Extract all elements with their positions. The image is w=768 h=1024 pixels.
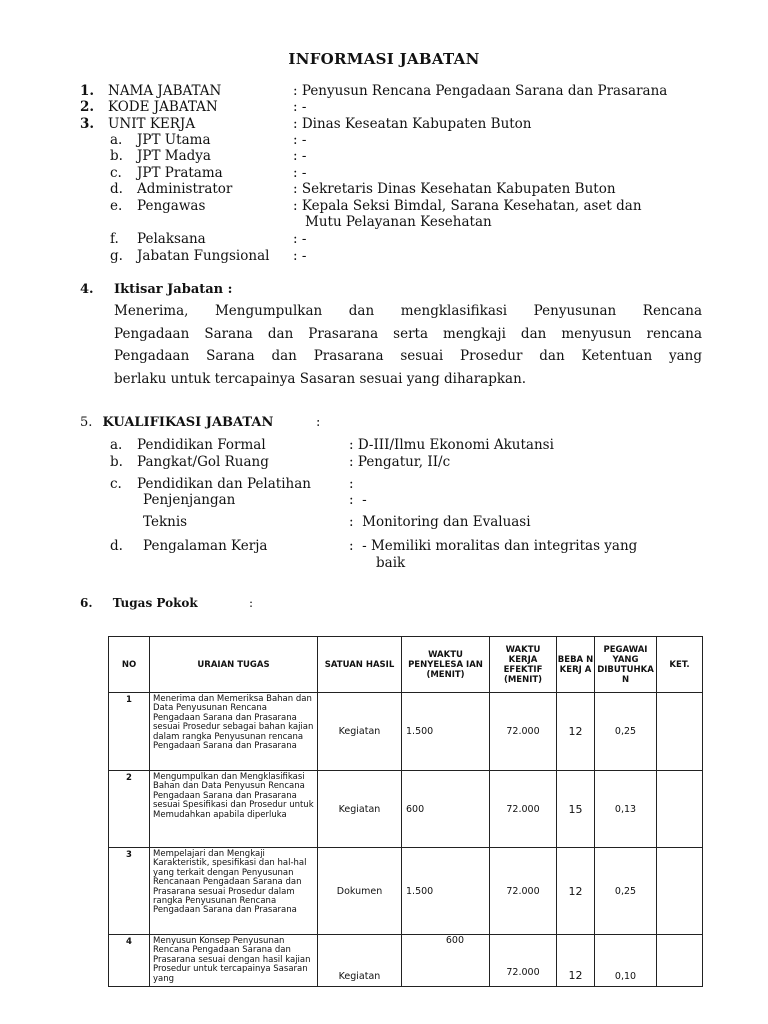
item-value: : Sekretaris Dinas Kesehatan Kabupaten Buton [293, 181, 616, 197]
item-letter: c. [110, 476, 122, 492]
section-tugas-pokok-heading [80, 596, 198, 610]
column-header-pegawai: PEGAWAI YANG DIBUTUHKA N [595, 637, 657, 693]
table-row [109, 771, 703, 848]
document-title: INFORMASI JABATAN [288, 50, 480, 68]
cell-uraian: Mengumpulkan dan Mengklasifikasi Bahan dan Data Penyusun Rencana Pengadaan Sarana dan Prasarana sesuai Spesifikasi dan Prosedur untuk Memudahkan apabila diperluka [150, 771, 318, 848]
item-label: Pendidikan Formal [137, 437, 266, 453]
item-value-continued: Mutu Pelayanan Kesehatan [305, 214, 492, 230]
paragraph-line: Menerima, Mengumpulkan dan mengklasifikasi Penyusunan Rencana [114, 303, 702, 319]
cell-no: 4 [109, 935, 150, 987]
field-label: UNIT KERJA [108, 116, 196, 132]
field-value: : - [293, 99, 307, 115]
item-value: : Kepala Seksi Bimdal, Sarana Kesehatan, aset dan [293, 198, 642, 214]
item-value: : - [293, 132, 307, 148]
item-label: Jabatan Fungsional [137, 248, 270, 264]
cell-uraian: Menyusun Konsep Penyusunan Rencana Pengadaan Sarana dan Prasarana sesuai dengan hasil kajian Prosedur untuk tercapainya Sasaran yang [150, 935, 318, 987]
cell-waktu-efektif: 72.000 [490, 771, 557, 848]
cell-ket [657, 848, 703, 935]
item-letter: a. [110, 437, 123, 453]
section-colon: : [316, 415, 321, 430]
field-label: KODE JABATAN [108, 99, 218, 115]
cell-waktu-efektif: 72.000 [490, 693, 557, 771]
cell-beban: 12 [557, 935, 595, 987]
item-value: : - [293, 231, 307, 247]
item-label: JPT Madya [137, 148, 211, 164]
item-value: : - [293, 148, 307, 164]
cell-beban: 12 [557, 693, 595, 771]
column-header-uraian: URAIAN TUGAS [150, 637, 318, 693]
cell-no: 1 [109, 693, 150, 771]
item-label: JPT Utama [137, 132, 211, 148]
cell-uraian: Menerima dan Memeriksa Bahan dan Data Penyusunan Rencana Pengadaan Sarana dan Prasarana sesuai Prosedur sebagai bahan kajian dalam rangka Penyusunan rencana Pengadaan Sarana dan Prasarana [150, 693, 318, 771]
item-value: : - [293, 165, 307, 181]
section-iktisar-heading [80, 282, 233, 297]
cell-satuan: Kegiatan [318, 935, 402, 987]
paragraph-line: Pengadaan Sarana dan Prasarana sesuai Prosedur dan Ketentuan yang [114, 348, 702, 364]
cell-waktu-efektif: 72.000 [490, 848, 557, 935]
table-row [109, 848, 703, 935]
item-label: Teknis [143, 514, 188, 530]
cell-no: 2 [109, 771, 150, 848]
cell-beban: 12 [557, 848, 595, 935]
cell-pegawai: 0,25 [595, 693, 657, 771]
cell-satuan: Kegiatan [318, 771, 402, 848]
column-header-waktu-efektif: WAKTU KERJA EFEKTIF (MENIT) [490, 637, 557, 693]
section-colon: : [249, 596, 254, 610]
item-label: Penjenjangan [143, 492, 236, 508]
item-value-continued: baik [376, 555, 406, 571]
cell-ket [657, 693, 703, 771]
tugas-pokok-table [108, 636, 703, 987]
item-letter: e. [110, 198, 123, 214]
item-value: : - [293, 248, 307, 264]
section-heading: Iktisar Jabatan : [114, 282, 233, 297]
cell-ket [657, 935, 703, 987]
cell-ket [657, 771, 703, 848]
table-row [109, 935, 703, 987]
cell-satuan: Dokumen [318, 848, 402, 935]
cell-pegawai: 0,10 [595, 935, 657, 987]
item-letter: d. [110, 538, 123, 554]
cell-waktu-penyelesaian: 1.500 [402, 693, 490, 771]
section-kualifikasi-heading [80, 415, 321, 430]
cell-pegawai: 0,25 [595, 848, 657, 935]
paragraph-line: berlaku untuk tercapainya Sasaran sesuai yang diharapkan. [114, 370, 527, 387]
item-label: Pengalaman Kerja [143, 538, 268, 554]
item-label: Pengawas [137, 198, 206, 214]
item-value: : Pengatur, II/c [349, 454, 451, 470]
column-header-no: NO [109, 637, 150, 693]
column-header-satuan: SATUAN HASIL [318, 637, 402, 693]
item-letter: b. [110, 148, 123, 164]
section-number: 3. [80, 116, 95, 132]
item-label: Pendidikan dan Pelatihan [137, 476, 311, 492]
section-number: 1. [80, 83, 95, 99]
cell-waktu-penyelesaian: 600 [402, 771, 490, 848]
cell-uraian: Mempelajari dan Mengkaji Karakteristik, spesifikasi dan hal-hal yang terkait dengan Penyusunan Rencanaan Pengadaan Sarana dan Prasarana sesuai Prosedur dalam rangka Penyusunan Rencana Pengadaan Sarana dan Prasarana [150, 848, 318, 935]
section-number: 5. [80, 415, 93, 430]
item-value: : D-III/Ilmu Ekonomi Akutansi [349, 437, 554, 453]
cell-pegawai: 0,13 [595, 771, 657, 848]
item-value: : - Memiliki moralitas dan integritas yang [349, 538, 638, 554]
column-header-beban: BEBA N KERJ A [557, 637, 595, 693]
paragraph-line: Pengadaan Sarana dan Prasarana serta mengkaji dan menyusun rencana [114, 325, 702, 342]
field-label: NAMA JABATAN [108, 83, 222, 99]
section-heading: Tugas Pokok [112, 596, 198, 610]
cell-no: 3 [109, 848, 150, 935]
item-letter: d. [110, 181, 123, 197]
cell-waktu-penyelesaian: 1.500 [402, 848, 490, 935]
field-value: : Penyusun Rencana Pengadaan Sarana dan Prasarana [293, 83, 668, 99]
section-number: 4. [80, 282, 94, 297]
column-header-ket: KET. [657, 637, 703, 693]
item-letter: b. [110, 454, 123, 470]
item-letter: f. [110, 231, 119, 247]
item-letter: a. [110, 132, 123, 148]
cell-waktu-penyelesaian: 600 [402, 935, 490, 987]
column-header-waktu-penyelesaian: WAKTU PENYELESA IAN (MENIT) [402, 637, 490, 693]
cell-satuan: Kegiatan [318, 693, 402, 771]
item-label: Pangkat/Gol Ruang [137, 454, 269, 470]
section-heading: KUALIFIKASI JABATAN [102, 415, 274, 430]
item-value: : [349, 476, 354, 492]
cell-beban: 15 [557, 771, 595, 848]
table-header-row [109, 637, 703, 693]
table-row [109, 693, 703, 771]
item-label: Pelaksana [137, 231, 206, 247]
item-label: JPT Pratama [137, 165, 223, 181]
item-letter: g. [110, 248, 123, 264]
cell-waktu-efektif: 72.000 [490, 935, 557, 987]
item-label: Administrator [137, 181, 233, 197]
field-value: : Dinas Keseatan Kabupaten Buton [293, 116, 532, 132]
section-number: 2. [80, 99, 95, 115]
item-letter: c. [110, 165, 122, 181]
item-value: : Monitoring dan Evaluasi [349, 514, 531, 530]
item-value: : - [349, 492, 367, 508]
iktisar-paragraph [114, 300, 702, 390]
section-number: 6. [80, 596, 93, 610]
